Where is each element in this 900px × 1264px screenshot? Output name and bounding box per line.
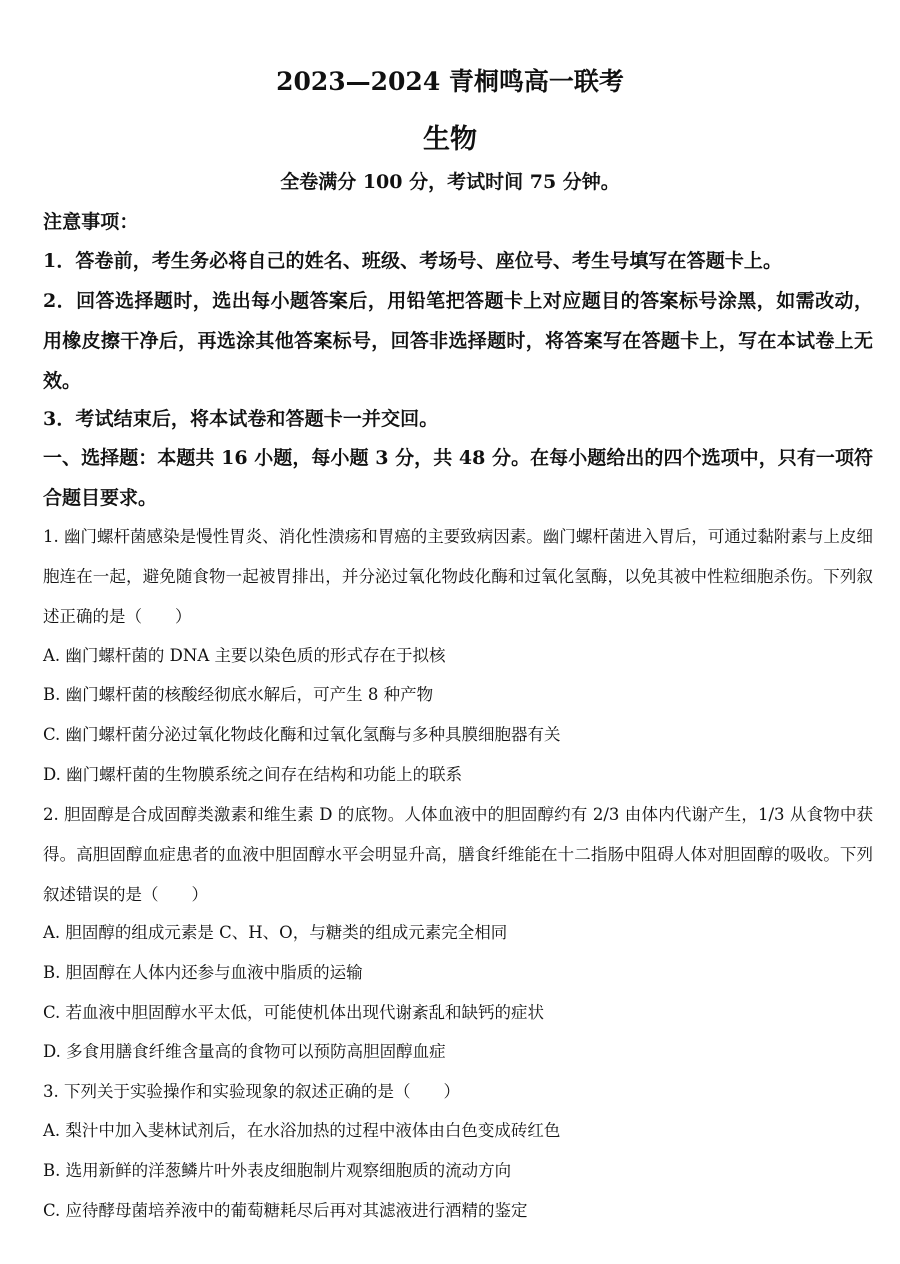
question-2-option-c: C. 若血液中胆固醇水平太低，可能使机体出现代谢紊乱和缺钙的症状 bbox=[43, 1003, 545, 1022]
notice-item-2: 2．回答选择题时，选出每小题答案后，用铅笔把答题卡上对应题目的答案标号涂黑，如需改动，用橡皮擦干净后，再选涂其他答案标号，回答非选择题时，将答案写在答题卡上，写在本试卷上无效。 bbox=[43, 290, 873, 392]
question-3-option-c: C. 应待酵母菌培养液中的葡萄糖耗尽后再对其滤液进行酒精的鉴定 bbox=[43, 1201, 528, 1220]
question-2-option-d: D. 多食用膳食纤维含量高的食物可以预防高胆固醇血症 bbox=[43, 1042, 446, 1061]
subject-title: 生物 bbox=[423, 124, 477, 155]
question-2-option-b: B. 胆固醇在人体内还参与血液中脂质的运输 bbox=[43, 963, 363, 982]
notice-heading: 注意事项： bbox=[43, 211, 139, 233]
section-heading: 一、选择题：本题共 16 小题，每小题 3 分，共 48 分。在每小题给出的四个选项中，只有一项符合题目要求。 bbox=[43, 447, 873, 509]
question-1-option-d: D. 幽门螺杆菌的生物膜系统之间存在结构和功能上的联系 bbox=[43, 765, 463, 784]
question-2-stem: 2. 胆固醇是合成固醇类激素和维生素 D 的底物。人体血液中的胆固醇约有 2/3 由体内代谢产生，1/3 从食物中获得。高胆固醇血症患者的血液中胆固醇水平会明显升高，膳食纤维能在十二指肠中阻碍人体对胆固醇的吸收。下列叙述错误的是（ ） bbox=[43, 805, 873, 904]
score-info: 全卷满分 100 分，考试时间 75 分钟。 bbox=[280, 171, 620, 193]
question-2-option-a: A. 胆固醇的组成元素是 C、H、O，与糖类的组成元素完全相同 bbox=[43, 923, 508, 942]
question-1-option-c: C. 幽门螺杆菌分泌过氧化物歧化酶和过氧化氢酶与多种具膜细胞器有关 bbox=[43, 725, 561, 744]
question-1-option-b: B. 幽门螺杆菌的核酸经彻底水解后，可产生 8 种产物 bbox=[43, 685, 434, 704]
question-3-option-b: B. 选用新鲜的洋葱鳞片叶外表皮细胞制片观察细胞质的流动方向 bbox=[43, 1161, 512, 1180]
question-1-option-a: A. 幽门螺杆菌的 DNA 主要以染色质的形式存在于拟核 bbox=[43, 646, 446, 665]
question-3-option-a: A. 梨汁中加入斐林试剂后，在水浴加热的过程中液体由白色变成砖红色 bbox=[43, 1121, 561, 1140]
question-3-stem: 3. 下列关于实验操作和实验现象的叙述正确的是（ ） bbox=[43, 1082, 460, 1101]
question-1-stem: 1. 幽门螺杆菌感染是慢性胃炎、消化性溃疡和胃癌的主要致病因素。幽门螺杆菌进入胃后，可通过黏附素与上皮细胞连在一起，避免随食物一起被胃排出，并分泌过氧化物歧化酶和过氧化氢酶，以免其被中性粒细胞杀伤。下列叙述正确的是（ ） bbox=[43, 527, 873, 626]
exam-title: 2023—2024 青桐鸣高一联考 bbox=[276, 67, 624, 96]
notice-item-1: 1．答卷前，考生务必将自己的姓名、班级、考场号、座位号、考生号填写在答题卡上。 bbox=[43, 250, 783, 272]
notice-item-3: 3．考试结束后，将本试卷和答题卡一并交回。 bbox=[43, 408, 439, 430]
